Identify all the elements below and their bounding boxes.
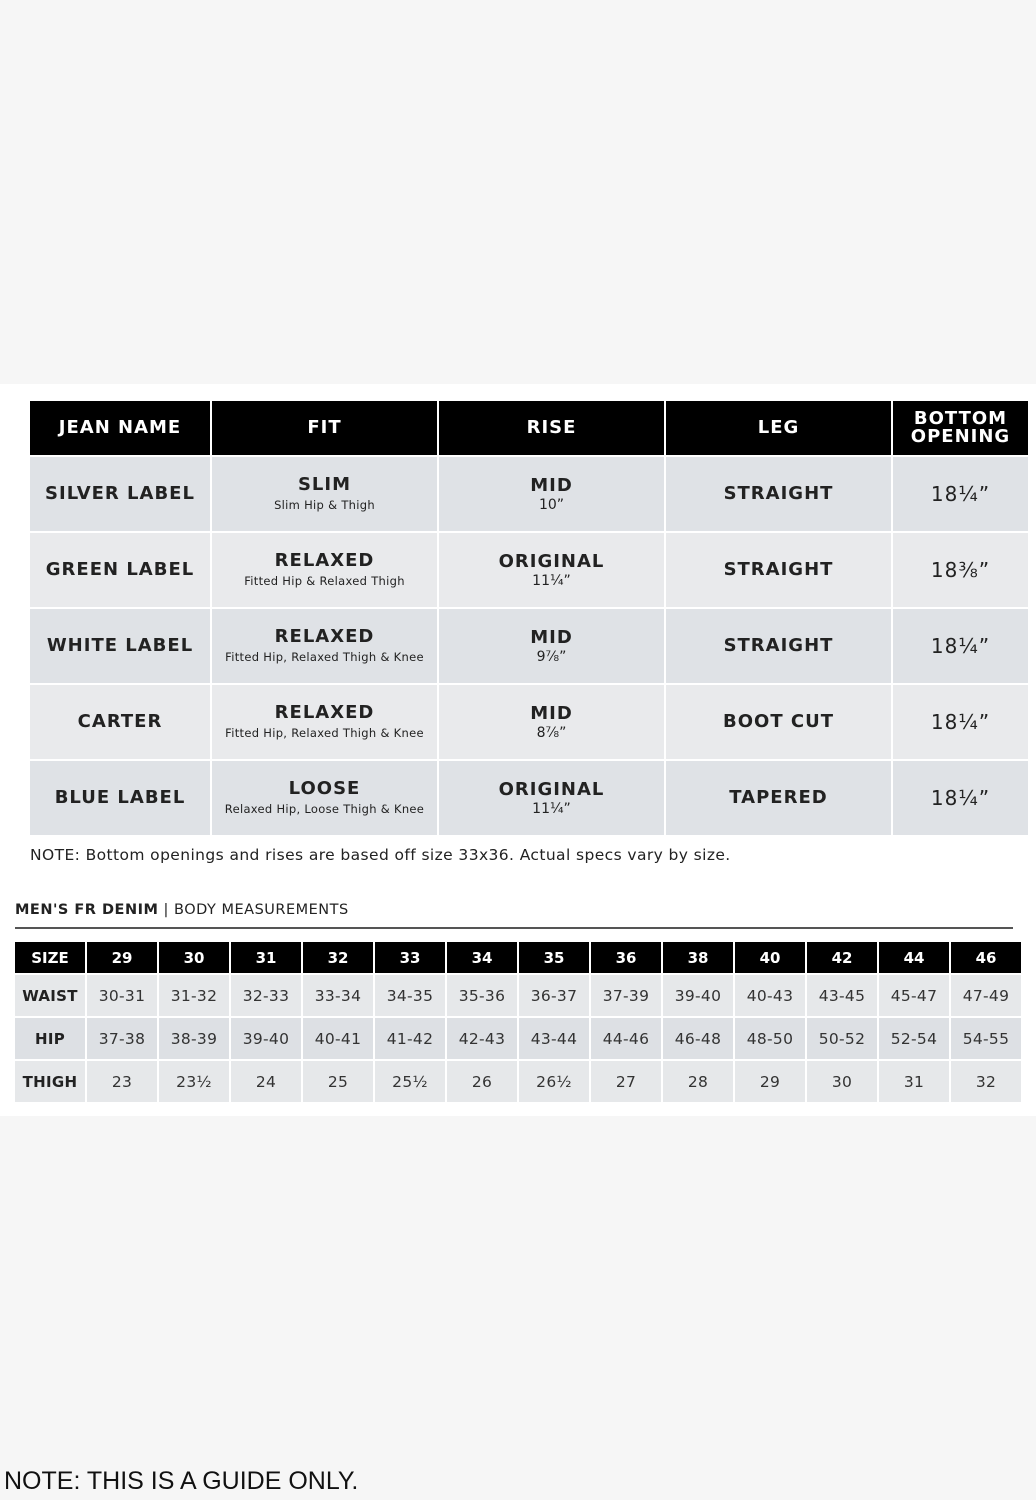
rise-detail: 11¼” <box>532 572 571 589</box>
measurement-value: 39-40 <box>231 1018 301 1059</box>
measurement-value: 37-39 <box>591 975 661 1016</box>
jean-name-cell <box>30 609 210 683</box>
fit-name: SLIM <box>297 474 352 495</box>
rise-name: MID <box>530 702 573 724</box>
fit-cell <box>212 761 437 835</box>
header-rise: RISE <box>439 401 664 455</box>
bottom-opening: 18¼” <box>930 634 991 658</box>
measurement-value: 47-49 <box>951 975 1021 1016</box>
fit-detail: Relaxed Hip, Loose Thigh & Knee <box>224 802 425 816</box>
fit-name: RELAXED <box>274 626 375 647</box>
measurement-value: 28 <box>663 1061 733 1102</box>
measurement-value: 38-39 <box>159 1018 229 1059</box>
measurement-value: 40-41 <box>303 1018 373 1059</box>
fit-cell <box>212 457 437 531</box>
measurement-value: 25½ <box>375 1061 445 1102</box>
measurement-value: 41-42 <box>375 1018 445 1059</box>
measurement-value: 52-54 <box>879 1018 949 1059</box>
table-row <box>30 457 1028 531</box>
fit-detail: Fitted Hip, Relaxed Thigh & Knee <box>225 650 424 664</box>
leg-cell <box>666 533 891 607</box>
measurement-value: 36-37 <box>519 975 589 1016</box>
rise-detail: 11¼” <box>532 800 571 817</box>
measurement-value: 23 <box>87 1061 157 1102</box>
size-header: 40 <box>735 942 805 973</box>
specs-note: NOTE: Bottom openings and rises are based off size 33x36. Actual specs vary by size. <box>30 846 731 864</box>
rise-cell <box>439 609 664 683</box>
size-chart-panel <box>0 384 1036 1116</box>
measurement-value: 40-43 <box>735 975 805 1016</box>
measurement-value: 34-35 <box>375 975 445 1016</box>
opening-cell <box>893 685 1028 759</box>
measurement-value: 32 <box>951 1061 1021 1102</box>
size-header: 46 <box>951 942 1021 973</box>
jean-name-cell <box>30 685 210 759</box>
size-header: 36 <box>591 942 661 973</box>
measurement-value: 46-48 <box>663 1018 733 1059</box>
table-row <box>30 761 1028 835</box>
rise-cell <box>439 761 664 835</box>
title-product-line: MEN'S FR DENIM <box>15 902 159 918</box>
measurement-value: 23½ <box>159 1061 229 1102</box>
header-jean-name: JEAN NAME <box>30 401 210 455</box>
measurement-value: 44-46 <box>591 1018 661 1059</box>
bottom-opening: 18¼” <box>930 482 991 506</box>
opening-cell <box>893 609 1028 683</box>
measurement-value: 24 <box>231 1061 301 1102</box>
fit-detail: Slim Hip & Thigh <box>274 498 375 512</box>
size-label: SIZE <box>15 942 85 973</box>
leg-style: STRAIGHT <box>723 559 834 580</box>
jean-name-cell <box>30 457 210 531</box>
fit-table-header-row <box>30 401 1028 455</box>
size-header: 34 <box>447 942 517 973</box>
measurement-row <box>15 1018 1021 1059</box>
size-header: 35 <box>519 942 589 973</box>
rise-cell <box>439 533 664 607</box>
measurement-value: 30-31 <box>87 975 157 1016</box>
size-header: 33 <box>375 942 445 973</box>
measurement-value: 26½ <box>519 1061 589 1102</box>
title-separator: | <box>158 902 175 918</box>
size-header: 30 <box>159 942 229 973</box>
measurement-row <box>15 975 1021 1016</box>
measurement-value: 33-34 <box>303 975 373 1016</box>
fit-cell <box>212 533 437 607</box>
header-bottom-opening: BOTTOM OPENING <box>893 401 1028 455</box>
opening-cell <box>893 457 1028 531</box>
jean-fit-table <box>28 399 1030 837</box>
jean-name: SILVER LABEL <box>45 483 195 504</box>
measurement-value: 39-40 <box>663 975 733 1016</box>
opening-cell <box>893 761 1028 835</box>
jean-name: WHITE LABEL <box>46 635 194 656</box>
leg-style: TAPERED <box>729 787 828 808</box>
measurement-value: 32-33 <box>231 975 301 1016</box>
measurement-value: 42-43 <box>447 1018 517 1059</box>
body-measurements-table <box>13 940 1023 1104</box>
measurement-value: 31-32 <box>159 975 229 1016</box>
size-header: 29 <box>87 942 157 973</box>
bottom-opening: 18⅜” <box>930 558 991 582</box>
body-measurements-title <box>15 902 349 918</box>
measurement-value: 43-44 <box>519 1018 589 1059</box>
measurement-value: 43-45 <box>807 975 877 1016</box>
guide-note: NOTE: THIS IS A GUIDE ONLY. <box>4 1467 359 1495</box>
bottom-opening: 18¼” <box>930 786 991 810</box>
measurement-value: 30 <box>807 1061 877 1102</box>
measurement-value: 31 <box>879 1061 949 1102</box>
measurement-value: 48-50 <box>735 1018 805 1059</box>
leg-style: STRAIGHT <box>723 635 834 656</box>
leg-style: BOOT CUT <box>723 711 834 732</box>
size-header: 38 <box>663 942 733 973</box>
fit-name: LOOSE <box>288 778 361 799</box>
rise-name: MID <box>530 626 573 648</box>
fit-detail: Fitted Hip & Relaxed Thigh <box>244 574 405 588</box>
rise-name: ORIGINAL <box>498 550 605 572</box>
size-header: 32 <box>303 942 373 973</box>
measurement-label: THIGH <box>15 1061 85 1102</box>
measurement-label: HIP <box>15 1018 85 1059</box>
jean-name: GREEN LABEL <box>45 559 195 580</box>
measurement-row <box>15 1061 1021 1102</box>
jean-name: CARTER <box>77 711 163 732</box>
table-row <box>30 685 1028 759</box>
title-divider <box>15 927 1013 929</box>
measurement-label: WAIST <box>15 975 85 1016</box>
size-header: 31 <box>231 942 301 973</box>
size-header: 44 <box>879 942 949 973</box>
leg-cell <box>666 457 891 531</box>
header-leg: LEG <box>666 401 891 455</box>
measurement-value: 37-38 <box>87 1018 157 1059</box>
rise-name: MID <box>530 474 573 496</box>
table-row <box>30 533 1028 607</box>
table-row <box>30 609 1028 683</box>
measurement-value: 25 <box>303 1061 373 1102</box>
measurement-value: 29 <box>735 1061 805 1102</box>
header-fit: FIT <box>212 401 437 455</box>
measurement-value: 45-47 <box>879 975 949 1016</box>
jean-name-cell <box>30 533 210 607</box>
measurement-value: 54-55 <box>951 1018 1021 1059</box>
fit-cell <box>212 609 437 683</box>
leg-cell <box>666 685 891 759</box>
rise-name: ORIGINAL <box>498 778 605 800</box>
fit-name: RELAXED <box>274 702 375 723</box>
size-header: 42 <box>807 942 877 973</box>
measurement-value: 27 <box>591 1061 661 1102</box>
title-section: BODY MEASUREMENTS <box>174 902 349 918</box>
measurement-value: 35-36 <box>447 975 517 1016</box>
fit-detail: Fitted Hip, Relaxed Thigh & Knee <box>225 726 424 740</box>
bottom-opening: 18¼” <box>930 710 991 734</box>
rise-detail: 10” <box>538 496 565 513</box>
leg-cell <box>666 761 891 835</box>
measurement-value: 50-52 <box>807 1018 877 1059</box>
rise-detail: 9⅞” <box>536 648 567 665</box>
jean-name: BLUE LABEL <box>54 787 186 808</box>
rise-detail: 8⅞” <box>536 724 567 741</box>
opening-cell <box>893 533 1028 607</box>
leg-cell <box>666 609 891 683</box>
fit-name: RELAXED <box>274 550 375 571</box>
fit-cell <box>212 685 437 759</box>
measurement-value: 26 <box>447 1061 517 1102</box>
rise-cell <box>439 685 664 759</box>
leg-style: STRAIGHT <box>723 483 834 504</box>
rise-cell <box>439 457 664 531</box>
jean-name-cell <box>30 761 210 835</box>
size-header-row <box>15 942 1021 973</box>
